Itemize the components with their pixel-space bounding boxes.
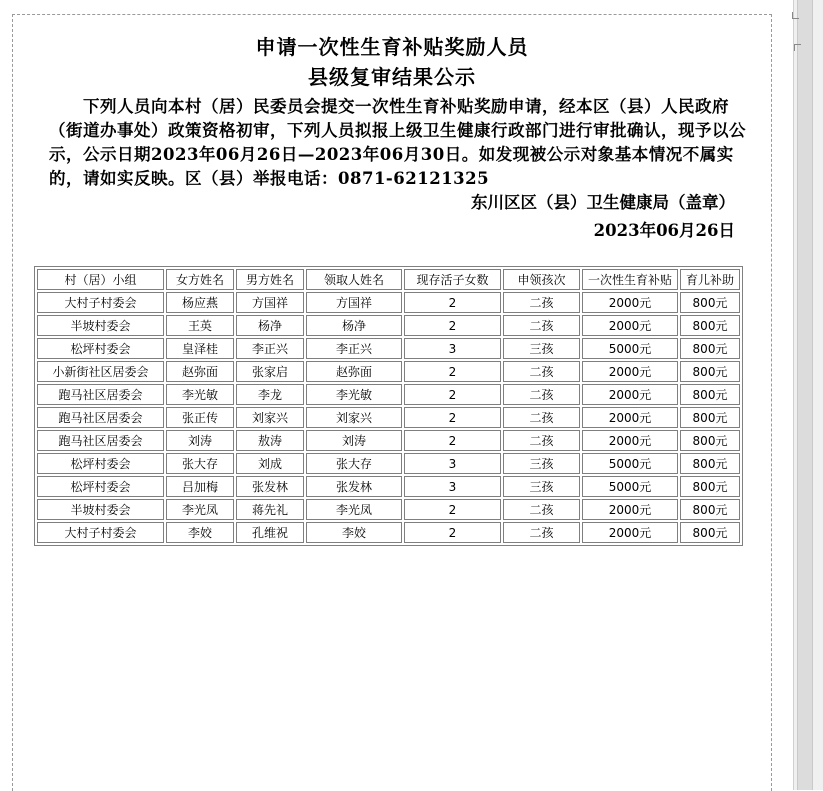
scrollbar-thumb[interactable] <box>797 0 813 790</box>
table-row <box>37 522 740 543</box>
header-cell: 男方姓名 <box>236 269 304 290</box>
table-cell: 跑马社区居委会 <box>37 384 164 405</box>
table-cell: 杨应燕 <box>166 292 234 313</box>
table-cell: 2000元 <box>582 384 678 405</box>
table-cell: 800元 <box>680 361 740 382</box>
table-cell: 李光敏 <box>166 384 234 405</box>
table-cell: 赵弥面 <box>306 361 402 382</box>
table-cell: 张发林 <box>306 476 402 497</box>
table-row <box>37 453 740 474</box>
table-cell: 刘家兴 <box>306 407 402 428</box>
table-cell: 杨净 <box>236 315 304 336</box>
notice-date: 2023年06月26日 <box>593 221 735 240</box>
table-cell: 800元 <box>680 338 740 359</box>
table-cell: 二孩 <box>503 407 580 428</box>
header-cell: 一次性生育补贴 <box>582 269 678 290</box>
table-cell: 800元 <box>680 476 740 497</box>
table-cell: 吕加梅 <box>166 476 234 497</box>
table-row <box>37 292 740 313</box>
header-cell: 申领孩次 <box>503 269 580 290</box>
issuer-signature: 东川区区（县）卫生健康局（盖章） <box>471 193 735 212</box>
table-cell: 2000元 <box>582 430 678 451</box>
table-cell: 800元 <box>680 430 740 451</box>
table-cell: 三孩 <box>503 453 580 474</box>
table-cell: 刘家兴 <box>236 407 304 428</box>
table-cell: 跑马社区居委会 <box>37 430 164 451</box>
table-cell: 800元 <box>680 499 740 520</box>
table-cell: 2 <box>404 292 501 313</box>
table-cell: 2 <box>404 384 501 405</box>
header-cell: 村（居）小组 <box>37 269 164 290</box>
table-cell: 800元 <box>680 407 740 428</box>
table-cell: 二孩 <box>503 292 580 313</box>
table-cell: 2000元 <box>582 361 678 382</box>
table-cell: 二孩 <box>503 499 580 520</box>
table-cell: 2 <box>404 315 501 336</box>
table-cell: 2 <box>404 361 501 382</box>
table-cell: 赵弥面 <box>166 361 234 382</box>
table-cell: 2 <box>404 499 501 520</box>
header-cell: 育儿补助 <box>680 269 740 290</box>
document-subtitle: 县级复审结果公示 <box>308 65 476 89</box>
table-cell: 800元 <box>680 315 740 336</box>
table-cell: 5000元 <box>582 476 678 497</box>
page-corner-mark <box>792 12 799 19</box>
table-cell: 2 <box>404 407 501 428</box>
table-row <box>37 407 740 428</box>
table-cell: 刘涛 <box>306 430 402 451</box>
table-cell: 张家启 <box>236 361 304 382</box>
table-cell: 3 <box>404 338 501 359</box>
table-cell: 大村子村委会 <box>37 522 164 543</box>
table-cell: 2000元 <box>582 522 678 543</box>
vertical-scrollbar[interactable] <box>793 0 823 790</box>
table-cell: 张发林 <box>236 476 304 497</box>
table-cell: 皇泽桂 <box>166 338 234 359</box>
table-cell: 松坪村委会 <box>37 338 164 359</box>
header-cell: 现存活子女数 <box>404 269 501 290</box>
table-row <box>37 499 740 520</box>
table-body <box>37 292 740 543</box>
table-cell: 二孩 <box>503 384 580 405</box>
table-cell: 半坡村委会 <box>37 499 164 520</box>
table-cell: 蒋先礼 <box>236 499 304 520</box>
table-cell: 方国祥 <box>306 292 402 313</box>
table-cell: 半坡村委会 <box>37 315 164 336</box>
table-cell: 大村子村委会 <box>37 292 164 313</box>
table-cell: 跑马社区居委会 <box>37 407 164 428</box>
document-title: 申请一次性生育补贴奖励人员 <box>255 35 529 59</box>
table-cell: 李姣 <box>166 522 234 543</box>
table-row <box>37 315 740 336</box>
table-cell: 二孩 <box>503 522 580 543</box>
table-cell: 杨净 <box>306 315 402 336</box>
table-cell: 2 <box>404 522 501 543</box>
table-cell: 松坪村委会 <box>37 476 164 497</box>
table-row <box>37 338 740 359</box>
table-cell: 王英 <box>166 315 234 336</box>
header-cell: 领取人姓名 <box>306 269 402 290</box>
table-row <box>37 430 740 451</box>
table-cell: 二孩 <box>503 361 580 382</box>
table-cell: 方国祥 <box>236 292 304 313</box>
header-cell: 女方姓名 <box>166 269 234 290</box>
table-cell: 二孩 <box>503 430 580 451</box>
table-cell: 三孩 <box>503 476 580 497</box>
table-cell: 3 <box>404 453 501 474</box>
table-header-row <box>37 269 740 290</box>
table-cell: 李正兴 <box>306 338 402 359</box>
table-cell: 800元 <box>680 384 740 405</box>
table-cell: 敖涛 <box>236 430 304 451</box>
table-cell: 松坪村委会 <box>37 453 164 474</box>
table-cell: 张大存 <box>166 453 234 474</box>
table-cell: 800元 <box>680 522 740 543</box>
table-cell: 2 <box>404 430 501 451</box>
table-cell: 二孩 <box>503 315 580 336</box>
table-cell: 李姣 <box>306 522 402 543</box>
table-cell: 800元 <box>680 453 740 474</box>
table-cell: 刘涛 <box>166 430 234 451</box>
table-cell: 3 <box>404 476 501 497</box>
table-cell: 2000元 <box>582 315 678 336</box>
table-cell: 张正传 <box>166 407 234 428</box>
notice-paragraph: 下列人员向本村（居）民委员会提交一次性生育补贴奖励申请，经本区（县）人民政府（街道办事处）政策资格初审，下列人员拟报上级卫生健康行政部门进行审批确认，现予以公示，公示日期2023年06月26日—2023年06月30日。如发现被公示对象基本情况不属实的，请如实反映。区（县）举报电话：0871-62121325 <box>49 97 746 188</box>
document-page <box>12 14 772 791</box>
recipients-table <box>34 266 743 546</box>
table-cell: 5000元 <box>582 453 678 474</box>
table-cell: 刘成 <box>236 453 304 474</box>
table-cell: 李正兴 <box>236 338 304 359</box>
table-cell: 小新街社区居委会 <box>37 361 164 382</box>
table-row <box>37 384 740 405</box>
table-cell: 李光敏 <box>306 384 402 405</box>
table-cell: 李光凤 <box>306 499 402 520</box>
table-row <box>37 361 740 382</box>
table-cell: 2000元 <box>582 499 678 520</box>
table-row <box>37 476 740 497</box>
table-cell: 三孩 <box>503 338 580 359</box>
table-cell: 李龙 <box>236 384 304 405</box>
table-cell: 孔维祝 <box>236 522 304 543</box>
table-cell: 800元 <box>680 292 740 313</box>
table-cell: 张大存 <box>306 453 402 474</box>
page-corner-mark <box>794 44 801 51</box>
table-cell: 2000元 <box>582 292 678 313</box>
table-cell: 2000元 <box>582 407 678 428</box>
table-cell: 李光凤 <box>166 499 234 520</box>
table-cell: 5000元 <box>582 338 678 359</box>
